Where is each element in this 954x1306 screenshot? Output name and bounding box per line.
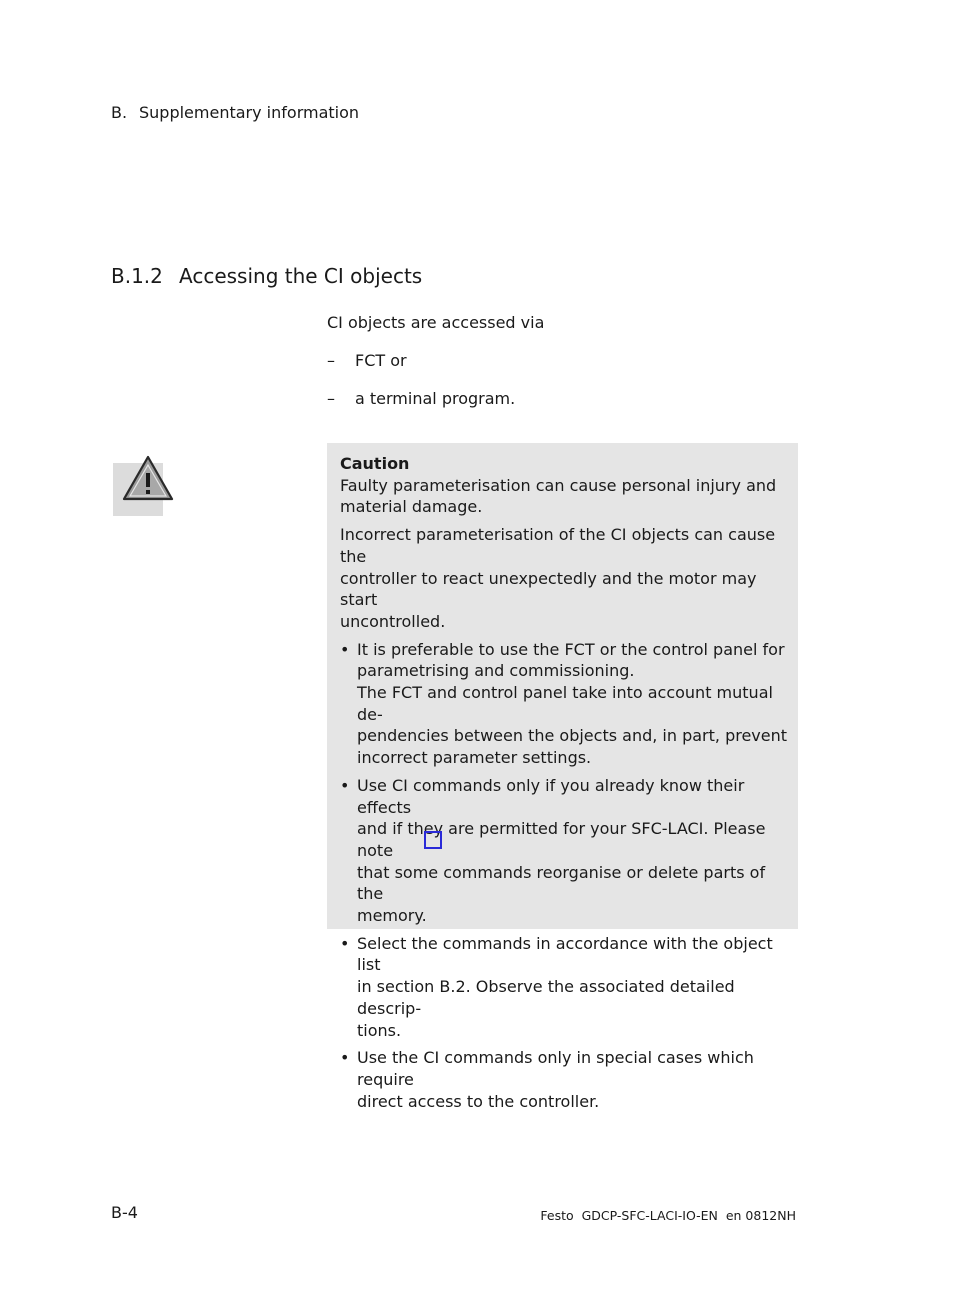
caution-paragraph [340,475,792,518]
text-line: Faulty parameterisation can cause personal injury and [340,475,777,495]
text-line: Select the commands in accordance with the object list [357,933,773,975]
text-line: Incorrect parameterisation of the CI objects can cause the [340,525,776,566]
bullet-item [340,775,792,927]
text-line: controller to react unexpectedly and the motor may start [340,568,757,610]
bullet-icon: • [340,775,350,795]
text-line: uncontrolled. [340,611,446,631]
section-heading [111,264,422,288]
caution-content [340,453,792,1112]
bullet-item [340,1047,792,1112]
section-number: B.1.2 [111,264,163,288]
bullet-item [340,639,792,769]
running-header [111,103,359,122]
bullet-icon: • [340,933,350,953]
bullet-icon: • [340,1048,350,1068]
dash-marker: – [327,351,335,370]
intro-text: CI objects are accessed via [327,313,545,332]
caution-paragraph [340,524,792,633]
caution-box [327,443,798,1111]
header-section-letter: B. [111,103,128,122]
list-item [327,389,515,408]
text-line: It is preferable to use the FCT or the control panel for [357,639,785,659]
text-line: Use CI commands only if you already know their effects [357,775,745,817]
bullet-item [340,933,792,1042]
text-line: material damage. [340,497,483,517]
text-line: direct access to the controller. [357,1091,600,1111]
document-id: Festo GDCP-SFC-LACI-IO-EN en 0812NH [540,1208,796,1223]
page-number: B-4 [111,1203,138,1222]
text-line: incorrect parameter settings. [357,748,592,768]
text-line: memory. [357,906,427,926]
section-link-text[interactable]: in section B.2. Observe the associated detailed descrip- [357,977,735,1018]
text-line: pendencies between the objects and, in part, prevent [357,726,788,746]
text-line: tions. [357,1020,402,1040]
list-item-text: a terminal program. [355,389,516,408]
list-item [327,351,407,370]
text-line: and if they are permitted for your SFC-LACI. Please note [357,819,766,860]
caution-title: Caution [340,454,410,473]
text-line: that some commands reorganise or delete parts of the [357,862,766,904]
header-section-title: Supplementary information [139,103,360,122]
warning-triangle-icon [121,454,175,502]
dash-marker: – [327,389,335,408]
bullet-icon: • [340,639,350,659]
section-link-marker[interactable] [424,831,442,849]
section-title: Accessing the CI objects [179,264,423,288]
text-line: The FCT and control panel take into account mutual de- [357,683,773,724]
text-line: parametrising and commissioning. [357,661,635,681]
list-item-text: FCT or [355,351,407,370]
text-line: Use the CI commands only in special cases which require [357,1048,754,1089]
